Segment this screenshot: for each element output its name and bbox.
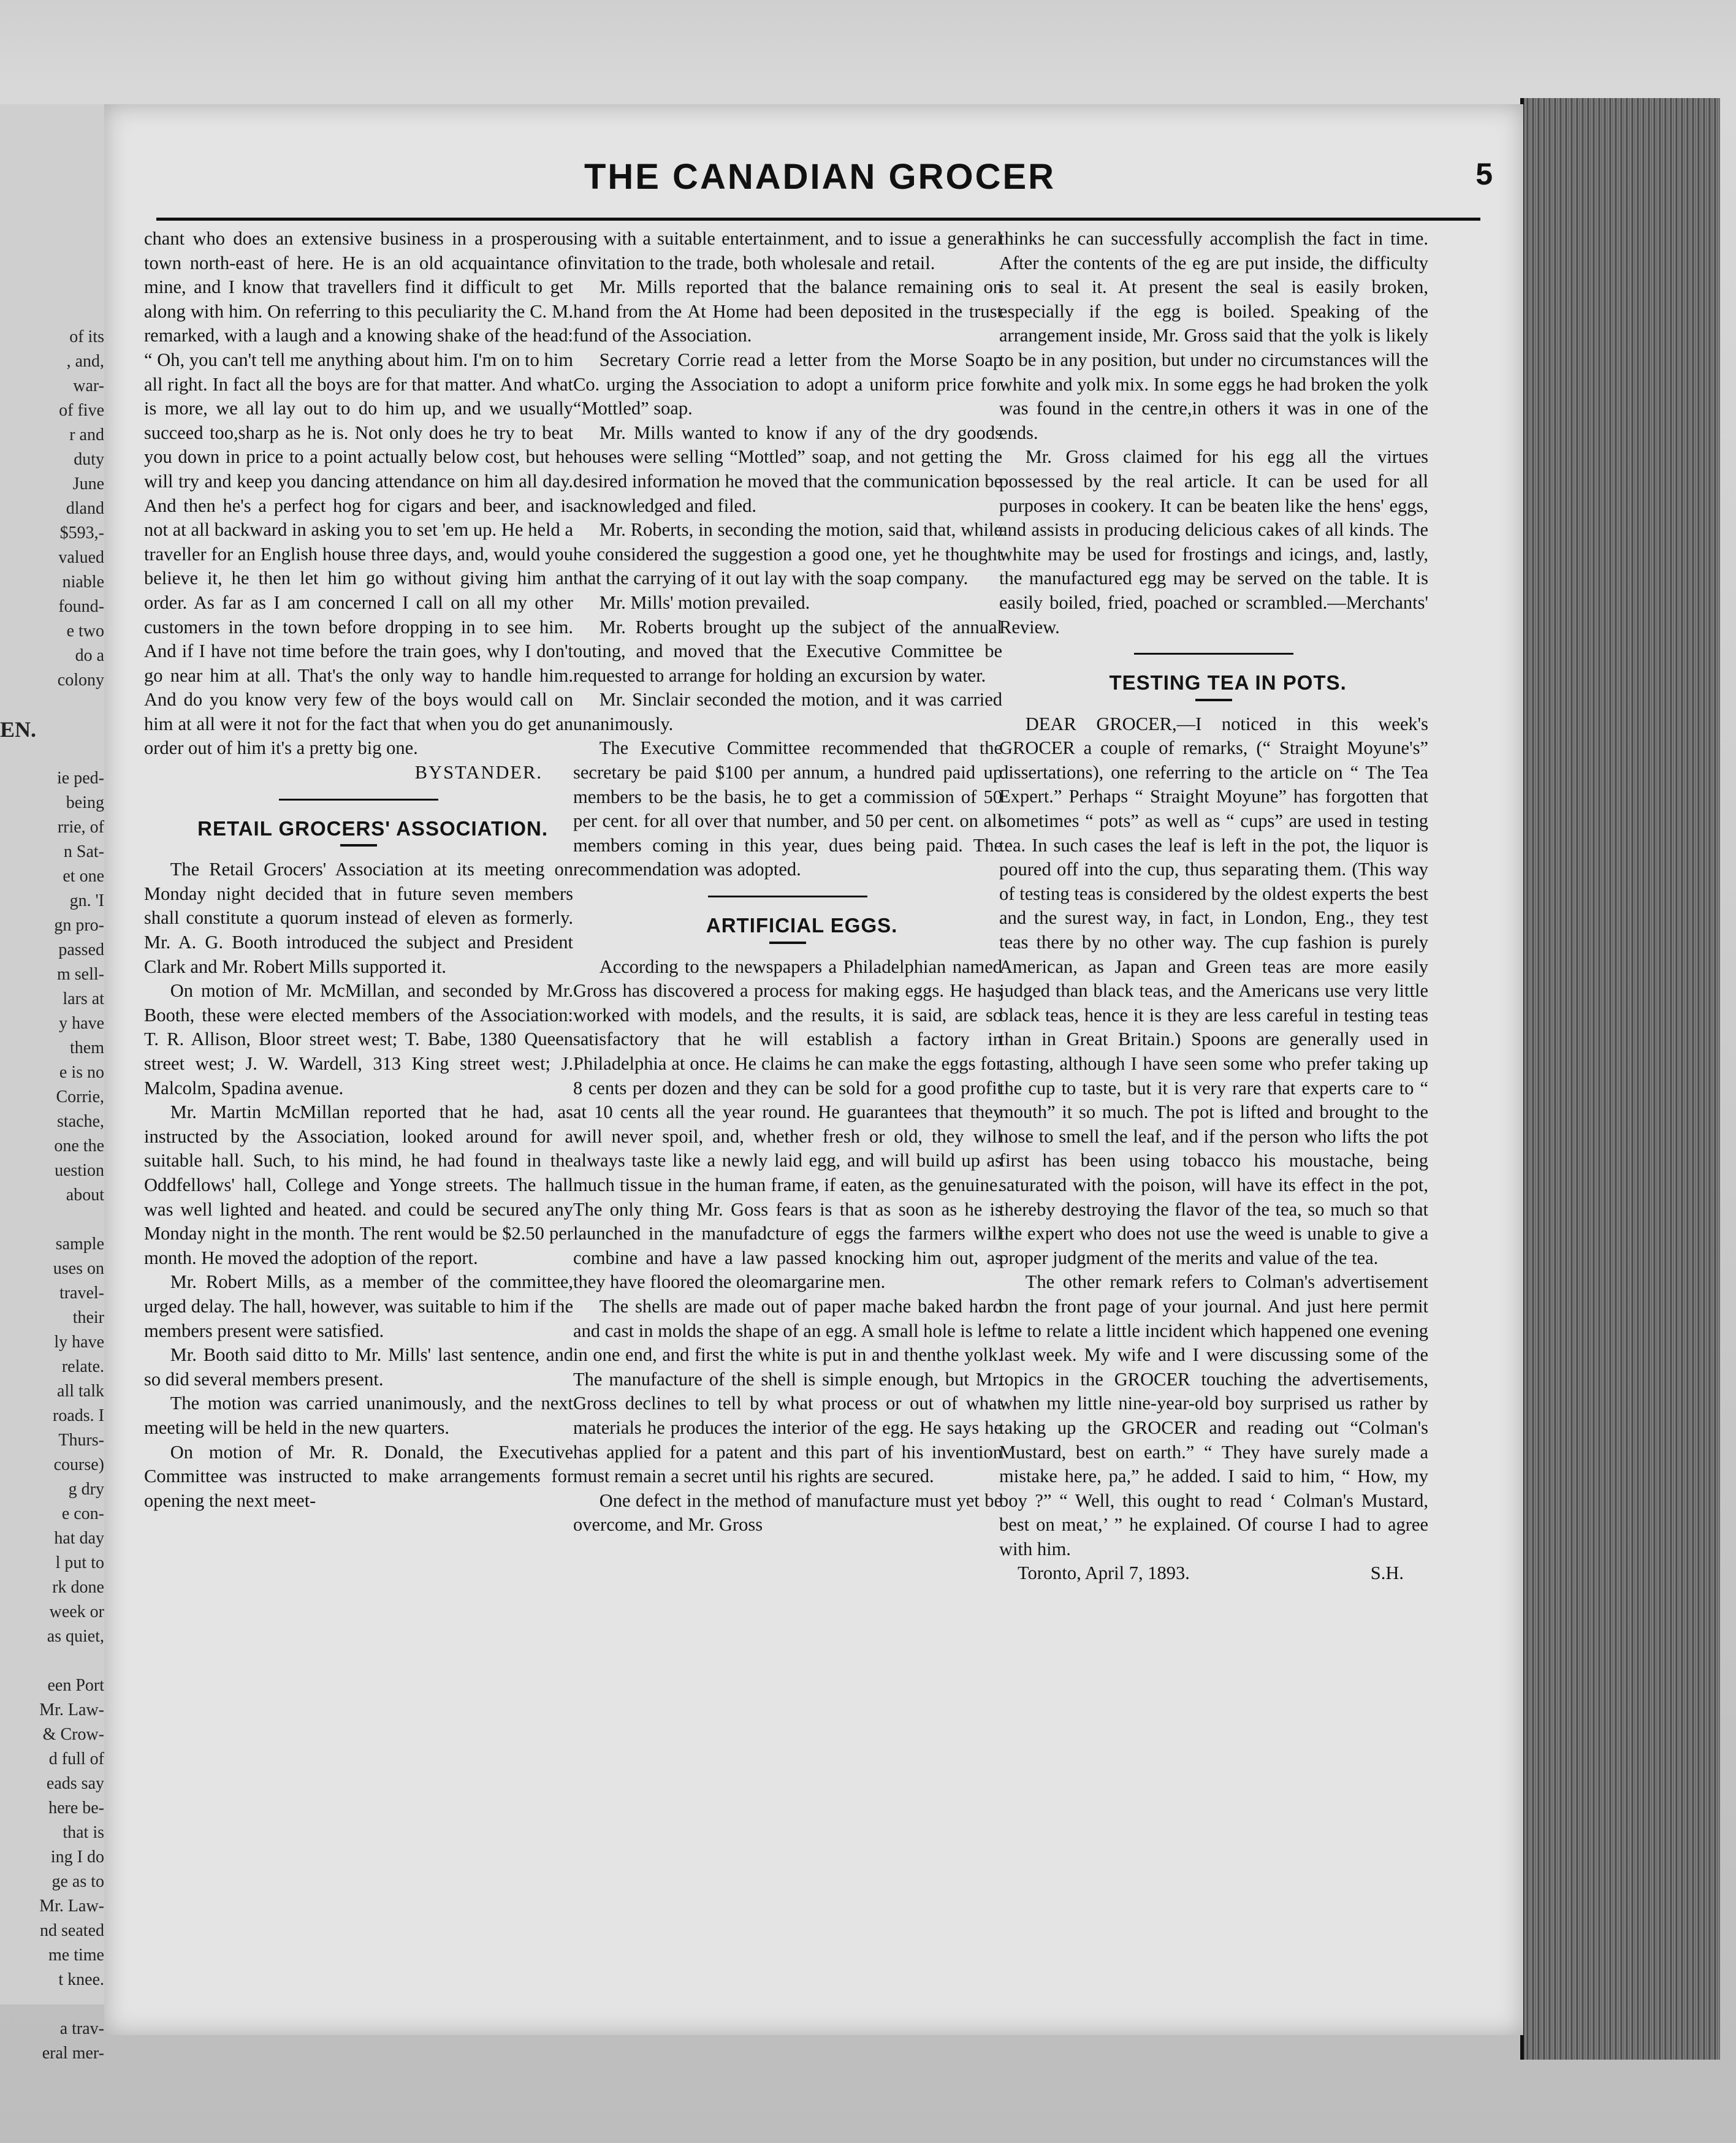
adjacent-text-line: all talk <box>57 1382 104 1401</box>
paragraph: thinks he can successfully accomplish the fact in time. After the contents of the eg are put inside, the difficulty is to seal it. At present the seal is easily broken, especially if the egg is boiled. Speaking of the arrangement inside, Mr. Gross said that the yolk is likely to be in any position, but under no circumstances will the white and yolk mix. In some eggs he had broken the yolk was found in the centre,in others it was in one of the ends. <box>999 228 1428 443</box>
paragraph: Mr. Gross claimed for his egg all the virtues possessed by the real article. It can be used for all purposes in cookery. It can be beaten like the hens' eggs, and assists in producing delicious cakes of all kinds. The white may be used for frostings and icings, and, lastly, the manufactured egg may be served on the table. It is easily boiled, fried, poached or scrambled.—Merchants' Review. <box>999 446 1428 638</box>
adjacent-text-line: t knee. <box>58 1970 104 1989</box>
paragraph: Mr. Sinclair seconded the motion, and it was carried unanimously. <box>573 689 1002 734</box>
separator-rule <box>279 799 438 801</box>
adjacent-text-line: of its <box>69 327 104 346</box>
adjacent-text-line <box>0 693 104 717</box>
adjacent-text-line: their <box>72 1308 104 1327</box>
adjacent-text-line: e is no <box>59 1063 104 1082</box>
adjacent-text-line: y have <box>59 1014 104 1033</box>
adjacent-text-line: n Sat- <box>63 842 104 861</box>
adjacent-text-line: EN. <box>0 717 37 742</box>
page-header <box>141 156 1499 211</box>
adjacent-text-line: niable <box>62 573 104 592</box>
adjacent-text-line: course) <box>53 1455 104 1474</box>
adjacent-text-line: June <box>72 474 104 493</box>
adjacent-text-line: uses on <box>53 1259 104 1278</box>
separator-rule <box>1134 653 1293 655</box>
adjacent-text-line: r and <box>69 425 104 444</box>
adjacent-text-line: g dry <box>68 1480 104 1499</box>
column-1 <box>144 227 573 1513</box>
adjacent-text-line: hat day <box>54 1529 104 1548</box>
adjacent-text-line: rrie, of <box>57 818 104 837</box>
adjacent-text-line: eads say <box>46 1774 104 1793</box>
adjacent-text-line: e con- <box>61 1504 104 1523</box>
adjacent-text-line <box>0 1208 104 1232</box>
adjacent-text-line: & Crow- <box>42 1725 104 1744</box>
adjacent-text-line: relate. <box>61 1357 104 1376</box>
adjacent-text-line: lars at <box>63 989 104 1008</box>
heading-retail-grocers: RETAIL GROCERS' ASSOCIATION. <box>197 816 548 840</box>
paragraph: Mr. Martin McMillan reported that he had, as instructed by the Association, looked around for a suitable hall. Such, to his mind, he had found in the Oddfellows' hall, College and Yonge streets. The hall was well lighted and heated. and could be secured any Monday night in the month. The rent would be $2.50 per month. He moved the adoption of the report. <box>144 1102 573 1268</box>
adjacent-text-line: found- <box>58 597 104 616</box>
paragraph: The motion was carried unanimously, and the next meeting will be held in the new quarters. <box>144 1393 573 1438</box>
adjacent-text-line: me time <box>48 1946 104 1965</box>
adjacent-text-line: m sell- <box>57 965 104 984</box>
heading-underline <box>769 942 806 944</box>
adjacent-text-line: rk done <box>52 1578 104 1597</box>
adjacent-text-line: een Port <box>47 1676 104 1695</box>
separator-rule <box>708 896 867 897</box>
adjacent-text-line: do a <box>75 646 104 665</box>
paragraph: chant who does an extensive business in a prosperous town north-east of here. He is an old acquaintance of mine, and I know that travellers find it difficult to get along with him. On referring to this peculiarity the C. M. remarked, with a laugh and a knowing shake of the head: “ Oh, you can't tell me anything about him. I'm on to him all right. In fact all the boys are for that matter. And what is more, we all lay out to do him up, and we usually succeed too,sharp as he is. Not only does he try to beat you down in price to a point actually below cost, but he will try and keep you dancing attendance on him all day. And then he's a perfect hog for cigars and beer, and is not at all backward in asking you to set 'em up. He held a traveller for an English house three days, and, would you believe it, he then let him go without giving him an order. As far as I am concerned I call on all my other customers in the town before dropping in to see him. And if I have not time before the train goes, why I don't go near him at all. That's the only way to handle him. And do you know very few of the boys would call on him at all were it not for the fact that when you do get an order out of him it's a pretty big one. <box>144 228 573 759</box>
adjacent-text-line: here be- <box>48 1799 104 1818</box>
adjacent-text-line: travel- <box>59 1284 104 1303</box>
adjacent-text-line: Corrie, <box>56 1087 104 1106</box>
adjacent-text-line: , and, <box>66 352 104 371</box>
paragraph: Secretary Corrie read a letter from the Morse Soap Co. urging the Association to adopt a uniform price for “Mottled” soap. <box>573 349 1002 419</box>
adjacent-text-line: one the <box>54 1136 104 1155</box>
adjacent-text-line: ge as to <box>51 1872 104 1891</box>
paragraph: Mr. Booth said ditto to Mr. Mills' last sentence, and so did several members present. <box>144 1344 573 1390</box>
header-rule <box>156 218 1480 221</box>
paragraph: ing with a suitable entertainment, and to issue a general invitation to the trade, both wholesale and retail. <box>573 228 1002 273</box>
paragraph: Mr. Mills wanted to know if any of the dry goods houses were selling “Mottled” soap, and not getting the desired information he moved that the communication be acknowledged and filed. <box>573 422 1002 516</box>
adjacent-text-line: stache, <box>57 1112 104 1131</box>
newspaper-page <box>104 104 1523 2035</box>
adjacent-text-line: duty <box>74 450 104 469</box>
adjacent-text-line: l put to <box>55 1553 104 1572</box>
adjacent-text-line: Mr. Law- <box>39 1897 104 1916</box>
paragraph: Mr. Mills' motion prevailed. <box>599 592 810 613</box>
column-3 <box>999 227 1428 1586</box>
adjacent-text-line: gn pro- <box>54 916 104 935</box>
paragraph: Mr. Mills reported that the balance remaining on hand from the At Home had been deposited in the trust fund of the Association. <box>573 276 1002 346</box>
masthead-title: THE CANADIAN GROCER <box>584 157 1056 197</box>
heading-underline <box>340 844 377 847</box>
letter-signoff <box>999 1561 1428 1586</box>
adjacent-text-line <box>0 1649 104 1673</box>
paragraph: Mr. Roberts brought up the subject of the annual outing, and moved that the Executive Committee be requested to arrange for holding an excursion by water. <box>573 616 1002 686</box>
book-page-edges <box>1520 98 1720 2060</box>
adjacent-text-line <box>0 742 104 766</box>
paragraph: The Executive Committee recommended that the secretary be paid $100 per annum, a hundred paid up members to be the basis, he to get a commission of 50 per cent. for all over that number, and 50 per cent. on all members coming in this year, dues being paid. The recommendation was adopted. <box>573 737 1002 880</box>
page-number: 5 <box>1475 157 1493 191</box>
adjacent-text-line: dland <box>66 499 104 518</box>
heading-underline <box>1195 699 1232 701</box>
adjacent-text-line: roads. I <box>53 1406 104 1425</box>
adjacent-text-line: ly have <box>54 1333 104 1352</box>
paragraph: The other remark refers to Colman's advertisement on the front page of your journal. And just here permit me to relate a little incident which happened one evening last week. My wife and I were discussing some of the topics in the GROCER touching the advertisements, when my little nine-year-old boy surprised us rather by taking up the GROCER and reading out “Colman's Mustard, best on earth.” “ They have surely made a mistake here, pa,” he added. I said to him, “ How, my boy ?” “ Well, this ought to read ‘ Colman's Mustard, best on meat,’ ” he explained. Of course I had to agree with him. <box>999 1271 1428 1559</box>
adjacent-text-line <box>0 1992 104 2017</box>
adjacent-text-line: about <box>66 1186 104 1205</box>
paragraph: Mr. Robert Mills, as a member of the committee, urged delay. The hall, however, was suitable to him if the members present were satisfied. <box>144 1271 573 1341</box>
adjacent-text-line: uestion <box>55 1161 104 1180</box>
adjacent-page <box>0 104 112 2063</box>
paragraph: According to the newspapers a Philadelphian named Gross has discovered a process for making eggs. He has worked with models, and the results, it is said, are so satisfactory that he will establish a factory in Philadelphia at once. He claims he can make the eggs for 8 cents per dozen and they can be sold for a good profit at 10 cents all the year round. He guarantees that they will never spoil, and, whether fresh or old, they will always taste like a newly laid egg, and will build up as much tissue in the human frame, if eaten, as the genuine. The only thing Mr. Goss fears is that as soon as he is launched in the manufadcture of eggs the farmers will combine and have a law passed knocking him out, as they have floored the oleomargarine men. <box>573 956 1002 1293</box>
adjacent-text-line: d full of <box>48 1749 104 1768</box>
adjacent-text-line: ing I do <box>50 1848 104 1867</box>
adjacent-text-line: them <box>70 1038 104 1057</box>
adjacent-text-line: as quiet, <box>47 1627 104 1646</box>
adjacent-text-line: $593,- <box>59 523 104 542</box>
adjacent-text-line: that is <box>63 1823 104 1842</box>
adjacent-text-line: of five <box>59 401 104 420</box>
adjacent-text-line: week or <box>49 1602 104 1621</box>
signature: BYSTANDER. <box>414 762 542 783</box>
adjacent-text-line: Mr. Law- <box>39 1700 104 1719</box>
column-2 <box>573 227 1002 1537</box>
adjacent-text-line: war- <box>73 376 104 395</box>
heading-testing-tea: TESTING TEA IN POTS. <box>1109 671 1347 695</box>
paragraph: The shells are made out of paper mache baked hard and cast in molds the shape of an egg. A small hole is left in one end, and first the white is put in and thenthe yolk. The manufacture of the shell is simple enough, but Mr. Gross declines to tell by what process or out of what materials he produces the interior of the egg. He says he has applied for a patent and this part of his invention must remain a secret until his rights are secured. <box>573 1295 1002 1487</box>
paragraph: On motion of Mr. McMillan, and seconded by Mr. Booth, these were elected members of the Association: T. R. Allison, Bloor street west; T. Babe, 1380 Queen street west; J. W. Wardell, 313 King street west; J. Malcolm, Spadina avenue. <box>144 980 573 1098</box>
paragraph: DEAR GROCER,—I noticed in this week's GROCER a couple of remarks, (“ Straight Moyune's” dissertations), one referring to the article on “ The Tea Expert.” Perhaps “ Straight Moyune” has forgotten that sometimes “ pots” as well as “ cups” are used in testing tea. In such cases the leaf is left in the pot, the liquor is poured off into the cup, thus separating them. (This way of testing teas is considered by the oldest experts the best and the surest way, in fact, in London, Eng., they test teas there by no other way. The cup fashion is purely American, as Japan and Green teas are more easily judged than black teas, and the Americans use very little black teas, hence it is they are less careful in testing teas than in Great Britain.) Spoons are generally used in tasting, although I have seen some who prefer taking up the cup to taste, but it is very rare that experts care to “ mouth” it so much. The pot is lifted and brought to the nose to smell the leaf, and if the person who lifts the pot first has been using tobacco his moustache, being saturated with the poison, will have its effect in the pot, thereby destroying the flavor of the tea, so much so that the expert who does not use the weed is unable to give a proper judgment of the merits and value of the tea. <box>999 713 1428 1268</box>
signoff-initials: S.H. <box>1370 1563 1404 1584</box>
adjacent-text-line: et one <box>63 867 104 886</box>
adjacent-text-line: a trav- <box>59 2019 104 2038</box>
adjacent-text-line: valued <box>58 548 104 567</box>
adjacent-text-line: gn. 'I <box>69 891 104 910</box>
adjacent-text-line: ie ped- <box>57 769 104 788</box>
paragraph: One defect in the method of manufacture must yet be overcome, and Mr. Gross <box>573 1490 1002 1536</box>
adjacent-text-line: sample <box>55 1235 104 1254</box>
signoff-place-date: Toronto, April 7, 1893. <box>1018 1563 1190 1584</box>
paragraph: Mr. Roberts, in seconding the motion, said that, while he considered the suggestion a good one, yet he thought that the carrying of it out lay with the soap company. <box>573 519 1002 589</box>
adjacent-text-line: colony <box>57 671 104 690</box>
heading-artificial-eggs: ARTIFICIAL EGGS. <box>706 914 898 937</box>
adjacent-text-line: eral mer- <box>42 2044 104 2063</box>
adjacent-text-line: Thurs- <box>58 1431 104 1450</box>
adjacent-page-text <box>0 325 104 2066</box>
adjacent-text-line: nd seated <box>40 1921 104 1940</box>
paragraph: On motion of Mr. R. Donald, the Executive Committee was instructed to make arrangements for opening the next meet- <box>144 1441 573 1511</box>
adjacent-text-line: passed <box>58 940 104 959</box>
paragraph: The Retail Grocers' Association at its meeting on Monday night decided that in future seven members shall constitute a quorum instead of eleven as formerly. Mr. A. G. Booth introduced the subject and President Clark and Mr. Robert Mills supported it. <box>144 859 573 977</box>
adjacent-text-line: being <box>66 793 104 812</box>
adjacent-text-line: e two <box>66 622 104 641</box>
